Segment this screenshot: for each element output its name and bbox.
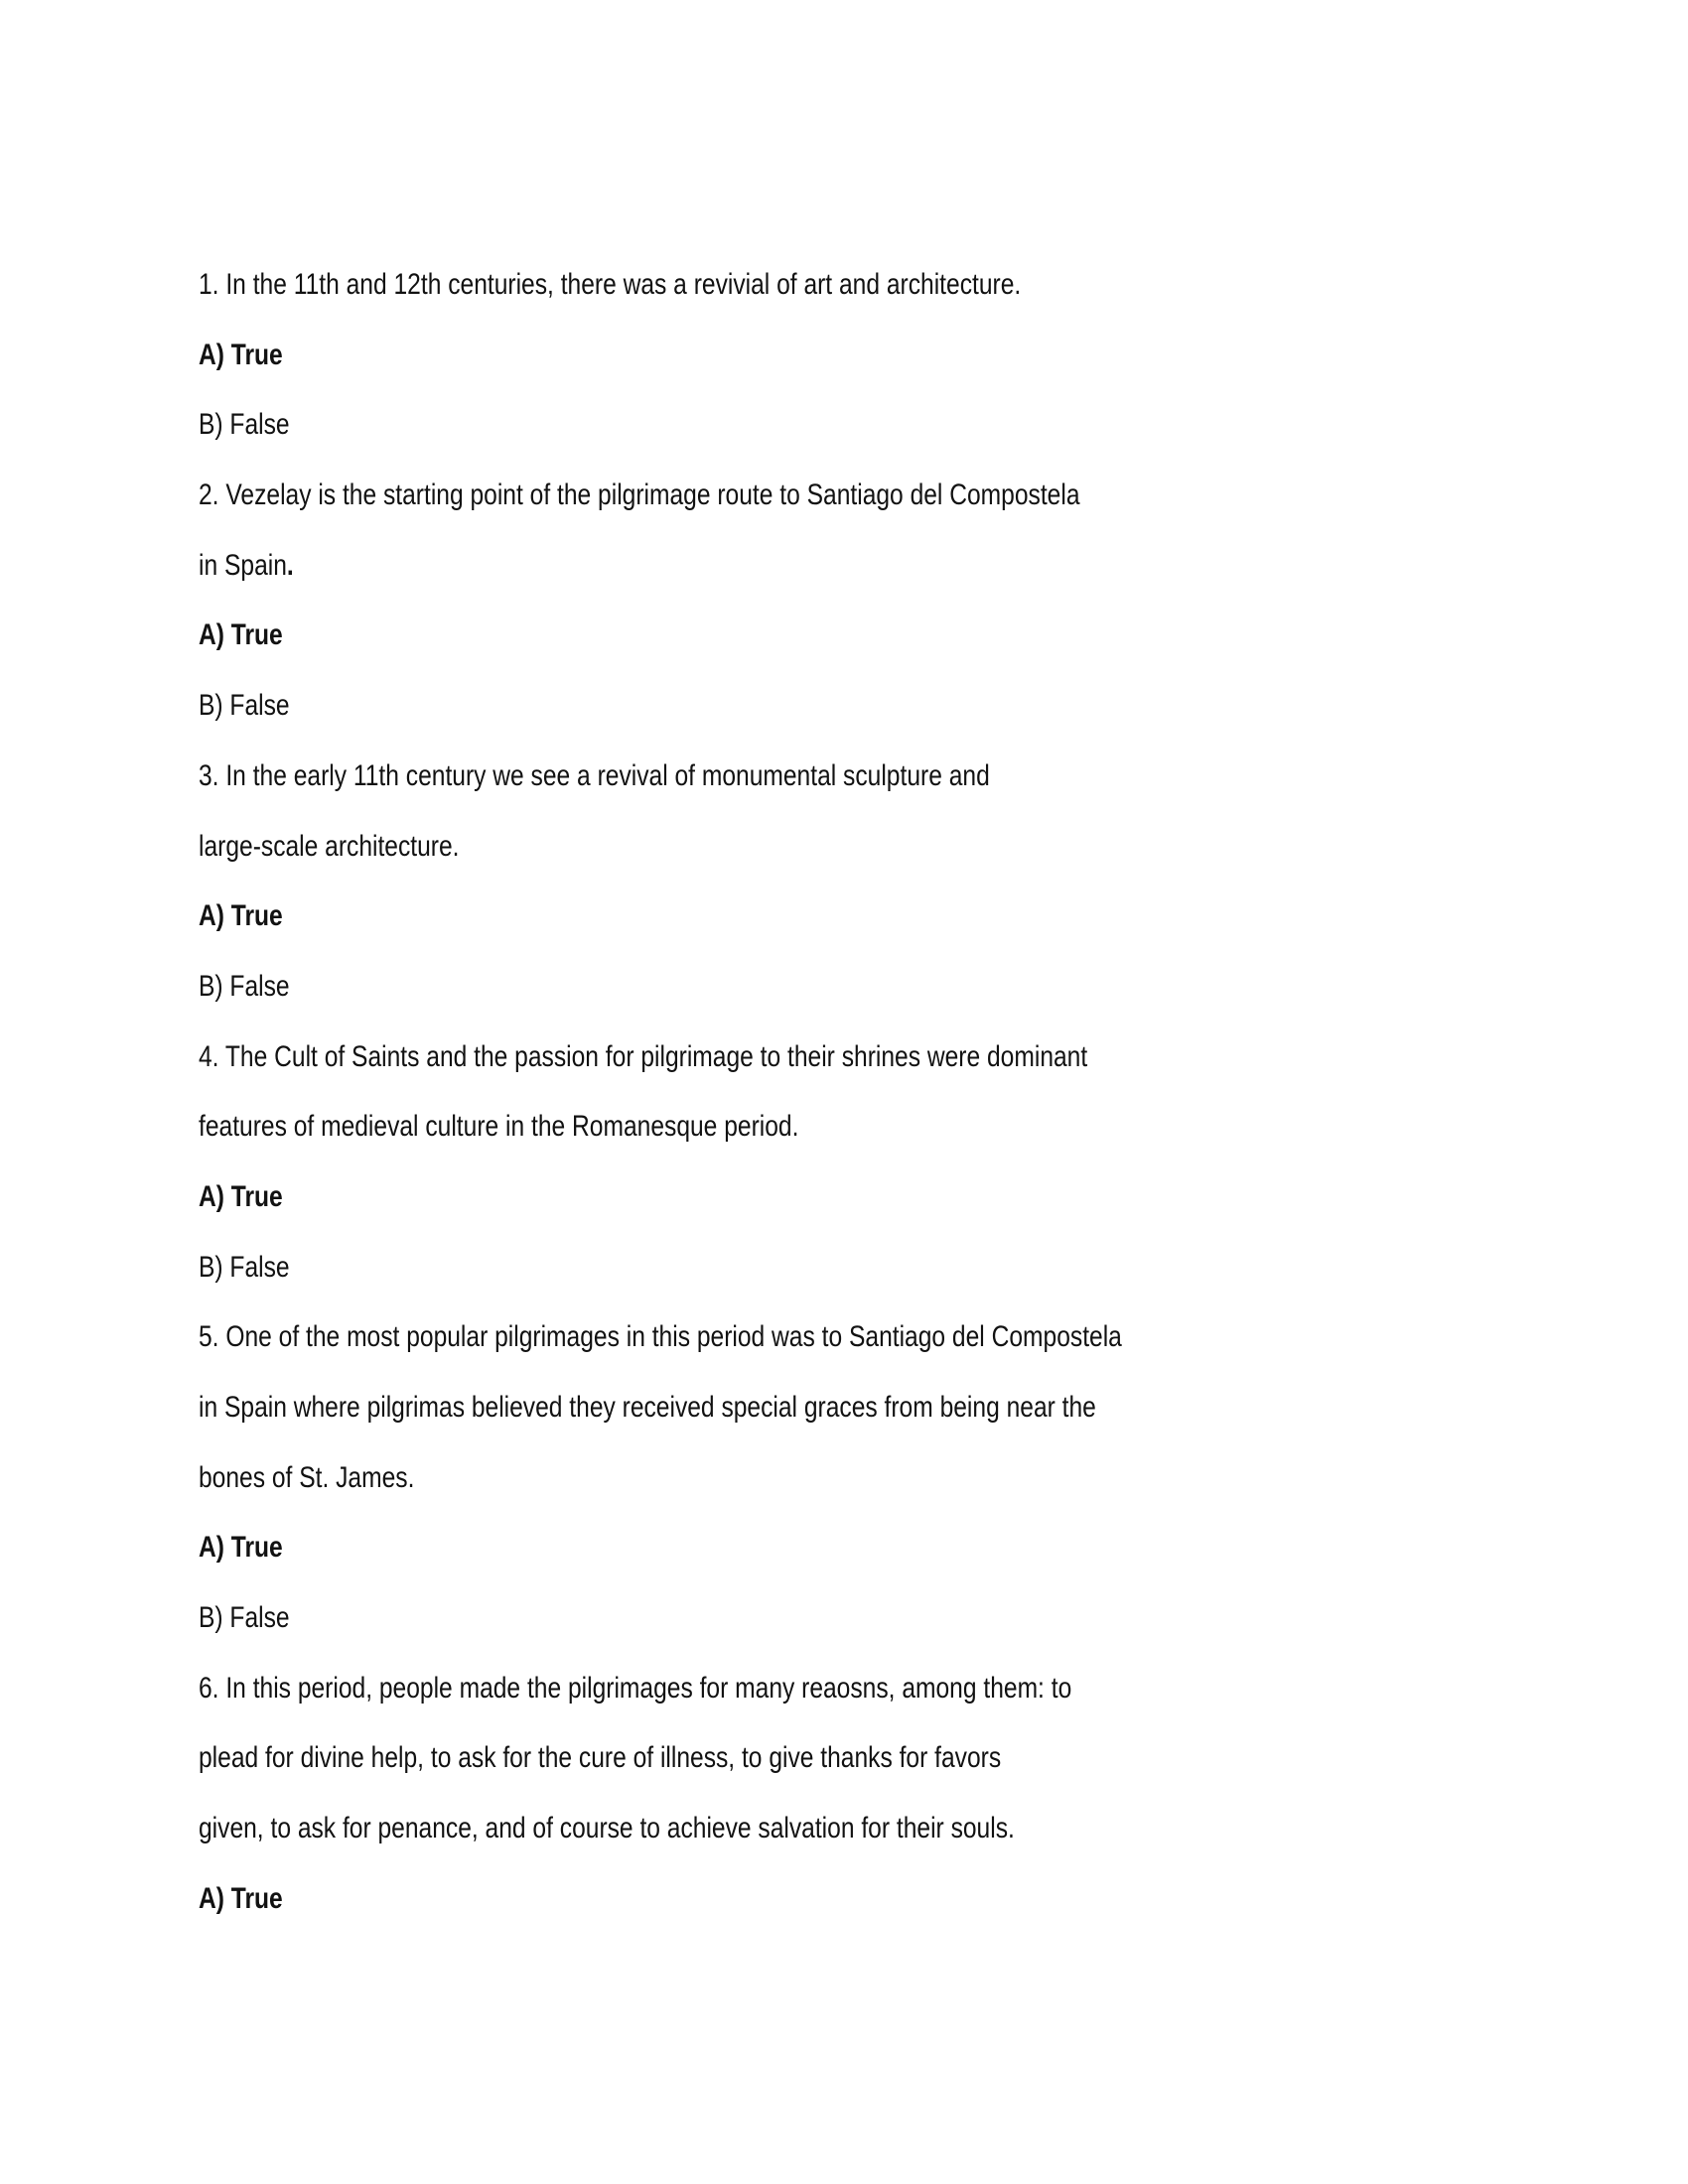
question-2-text-line-2 xyxy=(199,531,1338,602)
question-3-option-b-false: B) False xyxy=(199,969,290,1003)
question-4-text-line-1: 4. The Cult of Saints and the passion for pilgrimage to their shrines were dominant xyxy=(199,1039,1088,1073)
question-4-option-a-true: A) True xyxy=(199,1179,283,1213)
question-4-option-b-false: B) False xyxy=(199,1250,290,1284)
question-2 xyxy=(199,461,1589,742)
question-3-option-a-true: A) True xyxy=(199,899,283,933)
question-2-option-b-false: B) False xyxy=(199,689,290,723)
question-4-text-line-2: features of medieval culture in the Romanesque period. xyxy=(199,1110,799,1144)
question-2-line-2-period: . xyxy=(286,548,294,582)
question-5-option-a-true: A) True xyxy=(199,1531,283,1565)
question-3-text-line-1: 3. In the early 11th century we see a revival of monumental sculpture and xyxy=(199,758,990,792)
question-1-text-line-1: 1. In the 11th and 12th centuries, there was a revivial of art and architecture. xyxy=(199,268,1022,301)
question-5-text-line-1: 5. One of the most popular pilgrimages in this period was to Santiago del Compostela xyxy=(199,1320,1122,1354)
question-5 xyxy=(199,1302,1589,1653)
question-3 xyxy=(199,742,1589,1023)
question-6 xyxy=(199,1654,1589,1935)
question-6-text-line-3: given, to ask for penance, and of course to achieve salvation for their souls. xyxy=(199,1812,1015,1845)
question-5-option-b-false: B) False xyxy=(199,1601,290,1635)
question-2-text-line-1: 2. Vezelay is the starting point of the pilgrimage route to Santiago del Compostela xyxy=(199,478,1080,512)
quiz-content xyxy=(199,250,1589,1935)
question-6-text-line-2: plead for divine help, to ask for the cure of illness, to give thanks for favors xyxy=(199,1741,1002,1775)
question-2-option-a-true: A) True xyxy=(199,618,283,652)
question-5-text-line-2: in Spain where pilgrimas believed they received special graces from being near the xyxy=(199,1391,1096,1424)
question-6-text-line-1: 6. In this period, people made the pilgrimages for many reaosns, among them: to xyxy=(199,1671,1072,1705)
question-1-option-b-false: B) False xyxy=(199,408,290,442)
question-3-text-line-2: large-scale architecture. xyxy=(199,829,460,863)
question-5-text-line-3: bones of St. James. xyxy=(199,1460,415,1494)
question-4 xyxy=(199,1023,1589,1303)
question-6-option-a-true: A) True xyxy=(199,1881,283,1915)
question-1 xyxy=(199,250,1589,461)
question-2-line-2-text: in Spain xyxy=(199,548,287,582)
question-1-option-a-true: A) True xyxy=(199,338,283,371)
